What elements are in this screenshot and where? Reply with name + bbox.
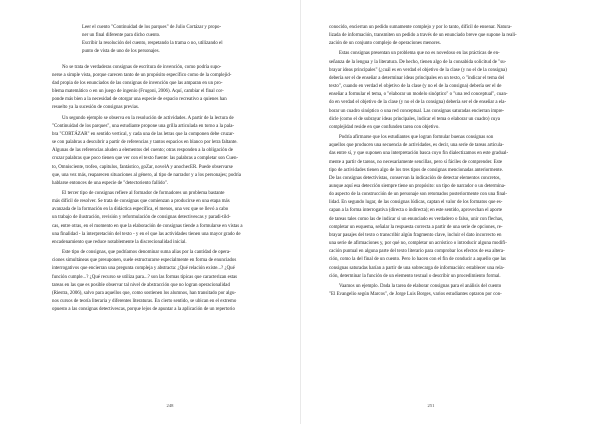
text-line: Estas consignas presentan un problema que no es novedoso en las prácticas de en- [339,51,500,57]
text-line: nerse a simple vista, porque carecen tanto de un propósito específico como de la complejid- [52,72,232,78]
text-line: Podría afirmarse que los estudiantes que logran formular buenas consignas son [339,135,494,141]
text-line: No se trata de verdaderas consignas de escritura de invención, como podría supo- [62,64,222,70]
text-line: borar un cuadro sinóptico o una red conceptual. Las consignas saturadas encierran impre- [329,108,505,114]
text-line: do en verdad el objetivo de la clase (y no el de la consigna) debería ser el de enseñar a ela- [329,100,507,106]
text-line: El tercer tipo de consignas refiere al formador de formadores un problema bastante [62,190,225,196]
text-line: se con palabras a descubrir a partir de referencias y tantos espacios en blanco por letra faltante. [52,140,238,146]
text-line: De las consignas detectivistas, conservan la indicación de detectar elementos concretos, [329,175,501,181]
text-line: "Continuidad de los parques", una estudiante propone una grilla articulada en torno a la pala- [52,123,235,129]
page-number: 251 [427,403,435,408]
quote-line: Leer el cuento "Continuidad de los parques" de Julio Cortázar y propo- [82,25,222,30]
quote-line: ner un final diferente para dicho cuento. [82,33,161,39]
text-line: das entre sí, y que suponen una interpretación basca cuyo fin dialectizamos en este gradual- [329,151,509,157]
right-page [300,0,600,424]
text-line: bra "CORTÁZAR" en sentido vertical, y cada una de las letras que la componen debe cruzar- [52,131,235,137]
text-line: complejidad reside en que confunden tarea con objetivo. [329,124,440,130]
right-body-text [329,24,562,299]
text-line: (Riestra, 2006), salvo para aquellos que, como sostienen los alumnos, han transitado por algu- [52,290,237,296]
text-line: cruzar palabras que poco tienen que ver con el texto fuente: las palabras a completar son Cuen- [52,156,239,162]
text-line: consignas saturadas harían a partir de una sobrecarga de información: establecer una rela- [329,265,505,271]
text-line: "El Evangelio según Marcos", de Jorge Luis Borges, varios estudiantes optaron por con- [329,292,502,297]
text-line: texto", cuando en verdad el objetivo de la clase (y no el de la consigna) debería ser el de [329,84,502,90]
text-line: tareas en las que es posible observar tal nivel de abstracción que no logran operacionalidad [52,282,230,288]
text-line: dad propia de los enunciados de las consignas de invención que las amparan en un pro- [52,80,223,86]
text-line: blema matemático o en un juego de ingenio (Frugoni, 2006). Aquí, cambiar el final cor- [52,89,224,95]
text-line: avanzada de la formación en la didáctica específica, el menos, una vez que se llevó a cabo [52,207,229,213]
text-line: una serie de afirmaciones y, por qué no, completar un acróstico o introducir alguna modifi- [329,241,507,247]
text-line: Algunas de las referencias aluden a elementos del cuento; otras responden a la obligación de [52,148,233,154]
text-line: zación de un conjunto complejo de operaciones menores. [329,41,441,47]
text-line: enseñar a formular el tema, o "elaborar un modelo sinóptico" o "una red conceptual", cuan- [329,92,508,98]
quote-line: Escribir la resolución del cuento, respetando la trama o no, utilizando el [82,41,223,47]
text-line: lizada de información, transmiten un pedido a través de un enunciado breve que supone la reali- [329,33,517,39]
text-line: función cumple...? ¿Qué recurso se utiliza para...? son las formas típicas que caracterizan estas [52,274,238,280]
text-line: hablarse entonces de una especie de "detectoriento fallido". [52,180,169,186]
text-line: lidad. En segundo lugar, de las consignas lúdicas, captan el valor de los formatos que es- [329,200,503,206]
text-line: tipo de actividades tienen algo de los tres tipos de consignas mencionadas anteriormente. [329,167,503,173]
text-line: brayar ideas principales" (¿cuál es en verdad el objetivo de la clase (y no el de la consigna) [329,67,507,73]
text-line: de tareas tales como las de indicar si un enunciado es verdadero o falso, unir con flechas, [329,216,504,222]
text-line: capan a la forma interrogativa (directa o indirecta); en este sentido, aprovechan el aporte [329,208,502,214]
text-line: señanza de la lengua y la literatura. De hecho, tienen algo de la consabida solicitud de "su- [329,59,507,65]
text-line: debería ser el de enseñar a determinar ideas principales en un texto, o "indicar el tema del [329,75,505,81]
text-line: ciones simultáneas que presuponen, suele estructurarse especialmente en forma de enunciados [52,258,237,264]
text-line: to, Omnisciente, trofeo, capitulos, fantástico, goZar, novelA y anochecER. Puede observarse [52,164,233,170]
text-line: aunque aquí esa detección siempre tiene un propósito: un tipo de narrador o un determina- [329,183,506,189]
text-line: un trabajo de ilustración, revisión y reformulación de consignas detectivescas y paradi-tild- [52,215,231,221]
text-line: que, una vez más, reaparecen situaciones al género, al tipo de narrador y a los personajes; podría [52,172,241,178]
text-line: conocido, encierran un pedido sumamente complejo y por lo tanto, difícil de ensenar. Natura- [329,25,512,30]
text-line: ponde más bien a la necesidad de otorgar una especie de espacio recreativo a quienes han [52,97,227,103]
text-line: más difícil de resolver. Se trata de consignas que comienzan a producirse en una etapa más [52,199,230,205]
quote-line: punto de vista de uno de los personajes. [82,49,160,55]
text-line: Un segundo ejemplo se observa en la resolución de actividades. A partir de la lectura de [62,115,234,121]
text-line: do aspecto de la construcción de un personaje son retomados posteriormente con una final- [329,192,508,198]
text-line: una finalidad - la interpretación del texto - y en el que las actividades tienen una mayor grado de [52,231,241,237]
text-line: mente a partir de tareas, no necesariamente sencillas, pero sí fáciles de comprender. Este [329,159,502,165]
page-number: 248 [166,403,174,408]
text-line: resuelto ya la sucesión de consignas previas. [52,105,140,111]
text-line: ción, determinar la función de un elemento textual o describir un procedimiento formal. [329,273,501,279]
text-line: brayar pasajes del texto o transcribir algún fragmento clave, incluir el dato incorrecto en [329,232,502,238]
text-line: cación puntual en alguna parte del texto literario para comprobar los efectos de esa altera- [329,249,505,255]
text-line: ción, como la del final de un cuento. Pero lo hacen con el fin de conducir a aquello que las [329,257,506,263]
assignment-quote [82,24,284,57]
text-line: nos cursos de teoría literaria y diferentes literaturas. En cierto sentido, se ubican en el extremo [52,299,237,304]
text-line: interrogativos que encierran una pregunta compleja y abstracta: ¿Qué relación existe...? ¿Qué [52,266,235,272]
text-line: Vaamos un ejemplo. Dada la tarea de elaborar consignas para el análisis del cuento [339,283,502,289]
text-line: opuesto a las consignas detectivescas, porque lejos de apuntar a la aplicación de un repertorio [52,307,235,313]
text-line: cas, entre otras, en el momento en que la elaboración de consignas tiende a formularse en vistas a [52,223,243,229]
text-line: encadenamiento que reduce notablemente la discrecionalidad inicial. [52,239,187,245]
text-line: Este tipo de consignas, que podríamos denominar suma alias por la cantidad de opera- [62,250,231,256]
text-line: aquellos que producen una secuencia de actividades, es decir, una serie de tareas articula- [329,143,504,149]
text-line: dicle (como el de subrayar ideas principales, indicar el tema o elaborar un cuadro) cuya [329,116,500,122]
text-line: completar un esquema, señalar la respuesta correcta a partir de una serie de opciones, re- [329,224,503,230]
left-body-text [52,64,284,315]
